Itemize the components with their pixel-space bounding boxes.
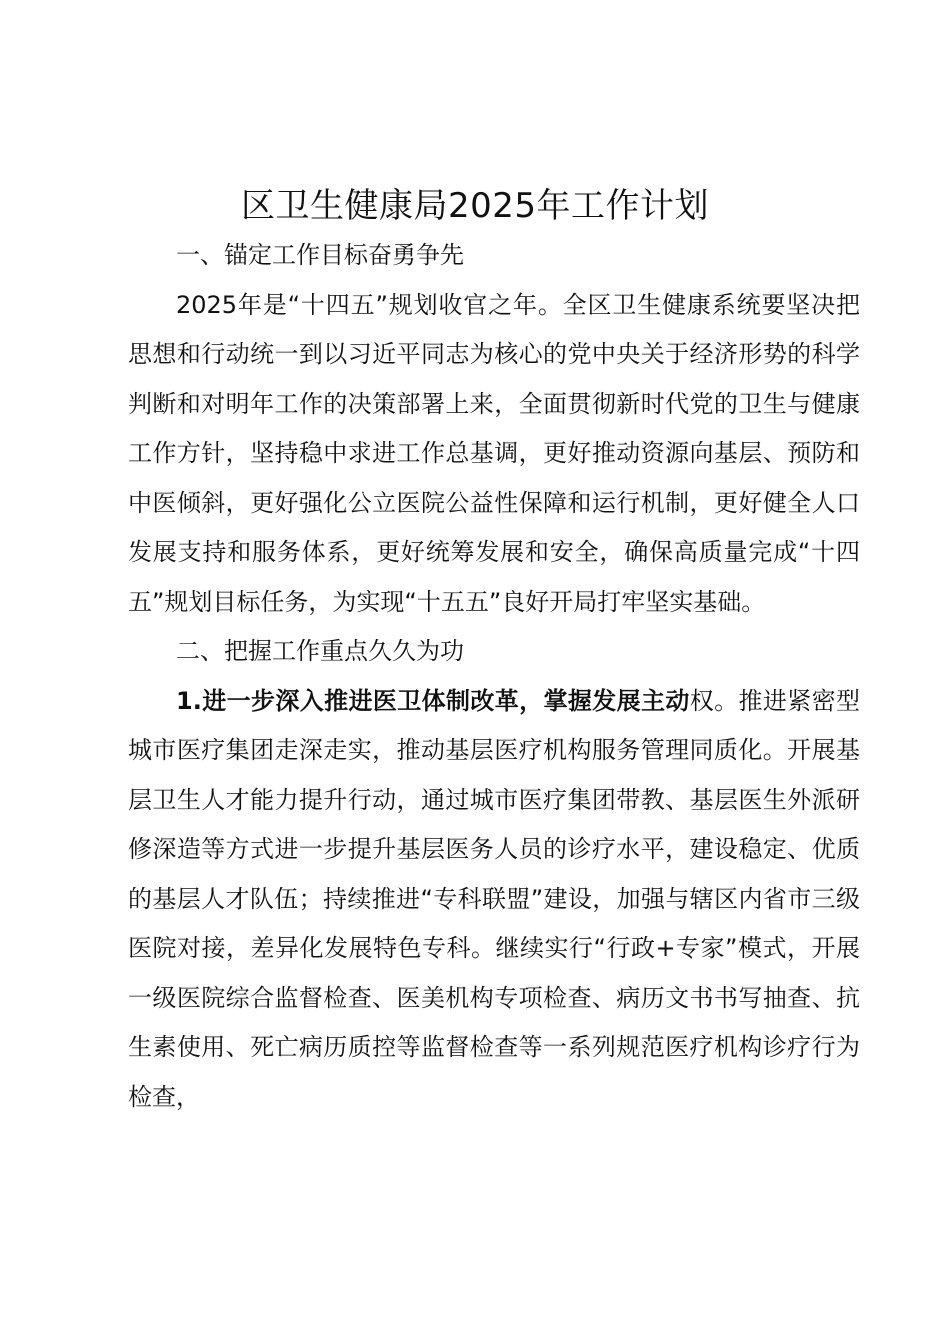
document-title: 区卫生健康局2025年工作计划 <box>240 186 710 226</box>
document-body <box>128 231 860 1122</box>
paragraph-item-1 <box>128 677 860 1123</box>
section-heading-1: 一、锚定工作目标奋勇争先 <box>176 241 464 269</box>
item-1-bold-lead: 1.进一步深入推进医卫体制改革，掌握发展主动 <box>176 686 690 715</box>
section-heading-2: 二、把握工作重点久久为功 <box>176 637 464 665</box>
item-1-text: 权。推进紧密型城市医疗集团走深走实，推动基层医疗机构服务管理同质化。开展基层卫生人才能力提升行动，通过城市医疗集团带教、基层医生外派研修深造等方式进一步提升基层医务人员的诊疗水平，建设稳定、优质的基层人才队伍；持续推进“专科联盟”建设，加强与辖区内省市三级医院对接，差异化发展特色专科。继续实行“行政+专家”模式，开展一级医院综合监督检查、医美机构专项检查、病历文书书写抽查、抗生素使用、死亡病历质控等监督检查等一系列规范医疗机构诊疗行为检查， <box>128 686 860 1111</box>
paragraph-1: 2025年是“十四五”规划收官之年。全区卫生健康系统要坚决把思想和行动统一到以习近平同志为核心的党中央关于经济形势的科学判断和对明年工作的决策部署上来，全面贯彻新时代党的卫生与健康工作方针，坚持稳中求进工作总基调，更好推动资源向基层、预防和中医倾斜，更好强化公立医院公益性保障和运行机制，更好健全人口发展支持和服务体系，更好统筹发展和安全，确保高质量完成“十四五”规划目标任务，为实现“十五五”良好开局打牢坚实基础。 <box>128 290 860 616</box>
